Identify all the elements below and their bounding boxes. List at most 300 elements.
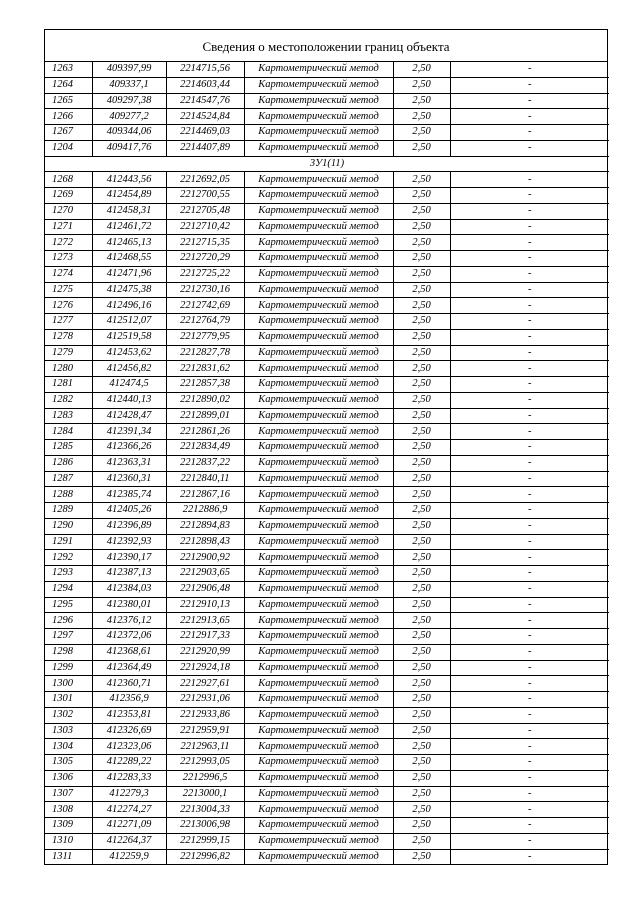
coord-x: 412392,93 — [92, 534, 166, 550]
point-number: 1303 — [45, 723, 92, 739]
table-row — [45, 455, 609, 471]
description: - — [450, 692, 609, 708]
coord-x: 412353,81 — [92, 707, 166, 723]
table-row — [45, 676, 609, 692]
description: - — [450, 770, 609, 786]
coord-y: 2214603,44 — [166, 77, 244, 93]
point-number: 1289 — [45, 503, 92, 519]
coord-x: 412456,82 — [92, 361, 166, 377]
point-number: 1288 — [45, 487, 92, 503]
point-number: 1297 — [45, 629, 92, 645]
table-row — [45, 786, 609, 802]
point-number: 1302 — [45, 707, 92, 723]
point-number: 1286 — [45, 455, 92, 471]
table-row — [45, 770, 609, 786]
coord-y: 2212927,61 — [166, 676, 244, 692]
table-row — [45, 503, 609, 519]
coord-y: 2213004,33 — [166, 802, 244, 818]
table-row — [45, 802, 609, 818]
table-row — [45, 629, 609, 645]
coordinates-table-body — [45, 62, 609, 864]
description: - — [450, 723, 609, 739]
accuracy: 2,50 — [393, 314, 450, 330]
point-number: 1204 — [45, 140, 92, 156]
method: Картометрический метод — [244, 503, 393, 519]
description: - — [450, 408, 609, 424]
accuracy: 2,50 — [393, 203, 450, 219]
description: - — [450, 802, 609, 818]
method: Картометрический метод — [244, 188, 393, 204]
description: - — [450, 424, 609, 440]
coord-y: 2213006,98 — [166, 818, 244, 834]
coord-x: 412289,22 — [92, 755, 166, 771]
coord-y: 2212899,01 — [166, 408, 244, 424]
table-row — [45, 314, 609, 330]
point-number: 1291 — [45, 534, 92, 550]
coord-x: 409277,2 — [92, 109, 166, 125]
method: Картометрический метод — [244, 786, 393, 802]
point-number: 1268 — [45, 172, 92, 188]
table-row — [45, 345, 609, 361]
coord-x: 412384,03 — [92, 581, 166, 597]
coord-x: 412264,37 — [92, 833, 166, 849]
accuracy: 2,50 — [393, 377, 450, 393]
coord-x: 412366,26 — [92, 440, 166, 456]
coord-x: 412465,13 — [92, 235, 166, 251]
accuracy: 2,50 — [393, 471, 450, 487]
point-number: 1278 — [45, 329, 92, 345]
description: - — [450, 329, 609, 345]
table-row — [45, 109, 609, 125]
coord-x: 412454,89 — [92, 188, 166, 204]
description: - — [450, 503, 609, 519]
coord-y: 2212861,26 — [166, 424, 244, 440]
coord-x: 412279,3 — [92, 786, 166, 802]
coord-x: 412440,13 — [92, 392, 166, 408]
description: - — [450, 251, 609, 267]
table-row — [45, 534, 609, 550]
coord-y: 2212705,48 — [166, 203, 244, 219]
method: Картометрический метод — [244, 203, 393, 219]
description: - — [450, 613, 609, 629]
point-number: 1293 — [45, 566, 92, 582]
accuracy: 2,50 — [393, 597, 450, 613]
accuracy: 2,50 — [393, 93, 450, 109]
point-number: 1307 — [45, 786, 92, 802]
accuracy: 2,50 — [393, 77, 450, 93]
method: Картометрический метод — [244, 487, 393, 503]
coord-y: 2212840,11 — [166, 471, 244, 487]
accuracy: 2,50 — [393, 786, 450, 802]
accuracy: 2,50 — [393, 629, 450, 645]
method: Картометрический метод — [244, 93, 393, 109]
method: Картометрический метод — [244, 518, 393, 534]
method: Картометрический метод — [244, 408, 393, 424]
coord-x: 412360,71 — [92, 676, 166, 692]
table-row — [45, 329, 609, 345]
table-row — [45, 471, 609, 487]
method: Картометрический метод — [244, 534, 393, 550]
method: Картометрический метод — [244, 377, 393, 393]
description: - — [450, 203, 609, 219]
table-row — [45, 361, 609, 377]
accuracy: 2,50 — [393, 392, 450, 408]
description: - — [450, 298, 609, 314]
point-number: 1266 — [45, 109, 92, 125]
accuracy: 2,50 — [393, 109, 450, 125]
coord-y: 2214524,84 — [166, 109, 244, 125]
method: Картометрический метод — [244, 251, 393, 267]
coord-x: 412405,26 — [92, 503, 166, 519]
accuracy: 2,50 — [393, 455, 450, 471]
description: - — [450, 392, 609, 408]
method: Картометрический метод — [244, 566, 393, 582]
description: - — [450, 707, 609, 723]
coord-y: 2212913,65 — [166, 613, 244, 629]
coord-x: 412360,31 — [92, 471, 166, 487]
coord-x: 412364,49 — [92, 660, 166, 676]
coord-x: 412385,74 — [92, 487, 166, 503]
coord-y: 2212764,79 — [166, 314, 244, 330]
accuracy: 2,50 — [393, 298, 450, 314]
table-row — [45, 188, 609, 204]
method: Картометрический метод — [244, 125, 393, 141]
point-number: 1282 — [45, 392, 92, 408]
description: - — [450, 644, 609, 660]
point-number: 1292 — [45, 550, 92, 566]
coord-y: 2212900,92 — [166, 550, 244, 566]
coord-y: 2212827,78 — [166, 345, 244, 361]
point-number: 1269 — [45, 188, 92, 204]
coord-y: 2212999,15 — [166, 833, 244, 849]
table-row — [45, 377, 609, 393]
accuracy: 2,50 — [393, 62, 450, 77]
method: Картометрический метод — [244, 770, 393, 786]
description: - — [450, 534, 609, 550]
coord-y: 2212715,35 — [166, 235, 244, 251]
method: Картометрический метод — [244, 802, 393, 818]
point-number: 1280 — [45, 361, 92, 377]
description: - — [450, 219, 609, 235]
coord-x: 409297,38 — [92, 93, 166, 109]
description: - — [450, 581, 609, 597]
table-row — [45, 660, 609, 676]
accuracy: 2,50 — [393, 219, 450, 235]
coord-x: 412496,16 — [92, 298, 166, 314]
accuracy: 2,50 — [393, 251, 450, 267]
table-row — [45, 833, 609, 849]
table-row — [45, 581, 609, 597]
coord-y: 2212894,83 — [166, 518, 244, 534]
table-row — [45, 235, 609, 251]
method: Картометрический метод — [244, 219, 393, 235]
method: Картометрический метод — [244, 235, 393, 251]
description: - — [450, 755, 609, 771]
table-row — [45, 251, 609, 267]
table-row — [45, 125, 609, 141]
method: Картометрический метод — [244, 140, 393, 156]
accuracy: 2,50 — [393, 172, 450, 188]
description: - — [450, 676, 609, 692]
coord-x: 409397,99 — [92, 62, 166, 77]
description: - — [450, 345, 609, 361]
point-number: 1296 — [45, 613, 92, 629]
coord-y: 2212742,69 — [166, 298, 244, 314]
coord-y: 2212700,55 — [166, 188, 244, 204]
point-number: 1276 — [45, 298, 92, 314]
table-row — [45, 203, 609, 219]
coord-x: 412443,56 — [92, 172, 166, 188]
coord-y: 2214715,56 — [166, 62, 244, 77]
table-row — [45, 644, 609, 660]
table-row — [45, 392, 609, 408]
point-number: 1309 — [45, 818, 92, 834]
coord-y: 2212931,06 — [166, 692, 244, 708]
description: - — [450, 235, 609, 251]
accuracy: 2,50 — [393, 140, 450, 156]
description: - — [450, 172, 609, 188]
table-row — [45, 849, 609, 864]
coord-x: 412475,38 — [92, 282, 166, 298]
coord-x: 412259,9 — [92, 849, 166, 864]
accuracy: 2,50 — [393, 518, 450, 534]
accuracy: 2,50 — [393, 723, 450, 739]
coord-x: 412271,09 — [92, 818, 166, 834]
coord-y: 2213000,1 — [166, 786, 244, 802]
method: Картометрический метод — [244, 629, 393, 645]
method: Картометрический метод — [244, 298, 393, 314]
method: Картометрический метод — [244, 644, 393, 660]
document-title: Сведения о местоположении границ объекта — [45, 30, 607, 62]
coord-x: 412356,9 — [92, 692, 166, 708]
point-number: 1267 — [45, 125, 92, 141]
coord-x: 412396,89 — [92, 518, 166, 534]
coord-y: 2212779,95 — [166, 329, 244, 345]
table-row — [45, 550, 609, 566]
method: Картометрический метод — [244, 707, 393, 723]
table-row — [45, 172, 609, 188]
coord-x: 412519,58 — [92, 329, 166, 345]
method: Картометрический метод — [244, 282, 393, 298]
section-row — [45, 156, 609, 172]
method: Картометрический метод — [244, 676, 393, 692]
table-row — [45, 818, 609, 834]
description: - — [450, 455, 609, 471]
accuracy: 2,50 — [393, 644, 450, 660]
method: Картометрический метод — [244, 581, 393, 597]
accuracy: 2,50 — [393, 660, 450, 676]
point-number: 1299 — [45, 660, 92, 676]
method: Картометрический метод — [244, 361, 393, 377]
coord-y: 2212924,18 — [166, 660, 244, 676]
accuracy: 2,50 — [393, 345, 450, 361]
description: - — [450, 739, 609, 755]
point-number: 1310 — [45, 833, 92, 849]
table-row — [45, 440, 609, 456]
accuracy: 2,50 — [393, 770, 450, 786]
accuracy: 2,50 — [393, 818, 450, 834]
coord-y: 2212910,13 — [166, 597, 244, 613]
method: Картометрический метод — [244, 455, 393, 471]
table-row — [45, 62, 609, 77]
accuracy: 2,50 — [393, 833, 450, 849]
accuracy: 2,50 — [393, 440, 450, 456]
table-row — [45, 282, 609, 298]
coord-y: 2212857,38 — [166, 377, 244, 393]
point-number: 1294 — [45, 581, 92, 597]
coord-x: 409337,1 — [92, 77, 166, 93]
description: - — [450, 629, 609, 645]
coord-y: 2212903,65 — [166, 566, 244, 582]
coord-x: 412323,06 — [92, 739, 166, 755]
table-row — [45, 298, 609, 314]
point-number: 1263 — [45, 62, 92, 77]
point-number: 1300 — [45, 676, 92, 692]
accuracy: 2,50 — [393, 802, 450, 818]
coord-x: 412380,01 — [92, 597, 166, 613]
coord-x: 412458,31 — [92, 203, 166, 219]
coord-y: 2212831,62 — [166, 361, 244, 377]
method: Картометрический метод — [244, 692, 393, 708]
coord-y: 2212933,86 — [166, 707, 244, 723]
description: - — [450, 833, 609, 849]
accuracy: 2,50 — [393, 282, 450, 298]
coord-x: 412453,62 — [92, 345, 166, 361]
table-row — [45, 77, 609, 93]
method: Картометрический метод — [244, 440, 393, 456]
method: Картометрический метод — [244, 172, 393, 188]
accuracy: 2,50 — [393, 503, 450, 519]
coord-x: 412461,72 — [92, 219, 166, 235]
point-number: 1304 — [45, 739, 92, 755]
point-number: 1271 — [45, 219, 92, 235]
accuracy: 2,50 — [393, 581, 450, 597]
description: - — [450, 377, 609, 393]
accuracy: 2,50 — [393, 566, 450, 582]
description: - — [450, 109, 609, 125]
point-number: 1281 — [45, 377, 92, 393]
point-number: 1285 — [45, 440, 92, 456]
table-row — [45, 487, 609, 503]
coord-y: 2214407,89 — [166, 140, 244, 156]
coord-y: 2212867,16 — [166, 487, 244, 503]
table-row — [45, 266, 609, 282]
accuracy: 2,50 — [393, 692, 450, 708]
coord-x: 412428,47 — [92, 408, 166, 424]
point-number: 1290 — [45, 518, 92, 534]
accuracy: 2,50 — [393, 361, 450, 377]
coord-x: 412376,12 — [92, 613, 166, 629]
coord-x: 412274,27 — [92, 802, 166, 818]
method: Картометрический метод — [244, 77, 393, 93]
coord-x: 412368,61 — [92, 644, 166, 660]
coord-x: 412471,96 — [92, 266, 166, 282]
boundary-document — [44, 29, 608, 865]
method: Картометрический метод — [244, 550, 393, 566]
coord-x: 412372,06 — [92, 629, 166, 645]
description: - — [450, 550, 609, 566]
coord-x: 412468,55 — [92, 251, 166, 267]
description: - — [450, 660, 609, 676]
table-row — [45, 518, 609, 534]
coord-y: 2212917,33 — [166, 629, 244, 645]
table-row — [45, 93, 609, 109]
coord-x: 409344,06 — [92, 125, 166, 141]
point-number: 1265 — [45, 93, 92, 109]
method: Картометрический метод — [244, 109, 393, 125]
description: - — [450, 471, 609, 487]
accuracy: 2,50 — [393, 676, 450, 692]
point-number: 1287 — [45, 471, 92, 487]
description: - — [450, 188, 609, 204]
method: Картометрический метод — [244, 849, 393, 864]
table-row — [45, 140, 609, 156]
point-number: 1308 — [45, 802, 92, 818]
method: Картометрический метод — [244, 597, 393, 613]
point-number: 1311 — [45, 849, 92, 864]
accuracy: 2,50 — [393, 739, 450, 755]
point-number: 1275 — [45, 282, 92, 298]
point-number: 1274 — [45, 266, 92, 282]
description: - — [450, 62, 609, 77]
coord-y: 2212920,99 — [166, 644, 244, 660]
coord-y: 2212993,05 — [166, 755, 244, 771]
accuracy: 2,50 — [393, 849, 450, 864]
table-row — [45, 597, 609, 613]
table-row — [45, 408, 609, 424]
description: - — [450, 282, 609, 298]
accuracy: 2,50 — [393, 707, 450, 723]
accuracy: 2,50 — [393, 487, 450, 503]
description: - — [450, 93, 609, 109]
accuracy: 2,50 — [393, 424, 450, 440]
coord-y: 2212906,48 — [166, 581, 244, 597]
coord-x: 412391,34 — [92, 424, 166, 440]
description: - — [450, 361, 609, 377]
point-number: 1270 — [45, 203, 92, 219]
coord-x: 412326,69 — [92, 723, 166, 739]
coord-y: 2212996,82 — [166, 849, 244, 864]
table-row — [45, 739, 609, 755]
description: - — [450, 518, 609, 534]
description: - — [450, 440, 609, 456]
coord-y: 2212898,43 — [166, 534, 244, 550]
point-number: 1279 — [45, 345, 92, 361]
method: Картометрический метод — [244, 833, 393, 849]
method: Картометрический метод — [244, 314, 393, 330]
description: - — [450, 125, 609, 141]
accuracy: 2,50 — [393, 550, 450, 566]
description: - — [450, 786, 609, 802]
coord-y: 2212886,9 — [166, 503, 244, 519]
method: Картометрический метод — [244, 613, 393, 629]
description: - — [450, 597, 609, 613]
point-number: 1284 — [45, 424, 92, 440]
accuracy: 2,50 — [393, 266, 450, 282]
table-row — [45, 723, 609, 739]
coord-y: 2212834,49 — [166, 440, 244, 456]
description: - — [450, 487, 609, 503]
coord-x: 409417,76 — [92, 140, 166, 156]
coord-y: 2214547,76 — [166, 93, 244, 109]
accuracy: 2,50 — [393, 408, 450, 424]
accuracy: 2,50 — [393, 613, 450, 629]
method: Картометрический метод — [244, 345, 393, 361]
method: Картометрический метод — [244, 723, 393, 739]
table-row — [45, 613, 609, 629]
coord-x: 412512,07 — [92, 314, 166, 330]
accuracy: 2,50 — [393, 755, 450, 771]
